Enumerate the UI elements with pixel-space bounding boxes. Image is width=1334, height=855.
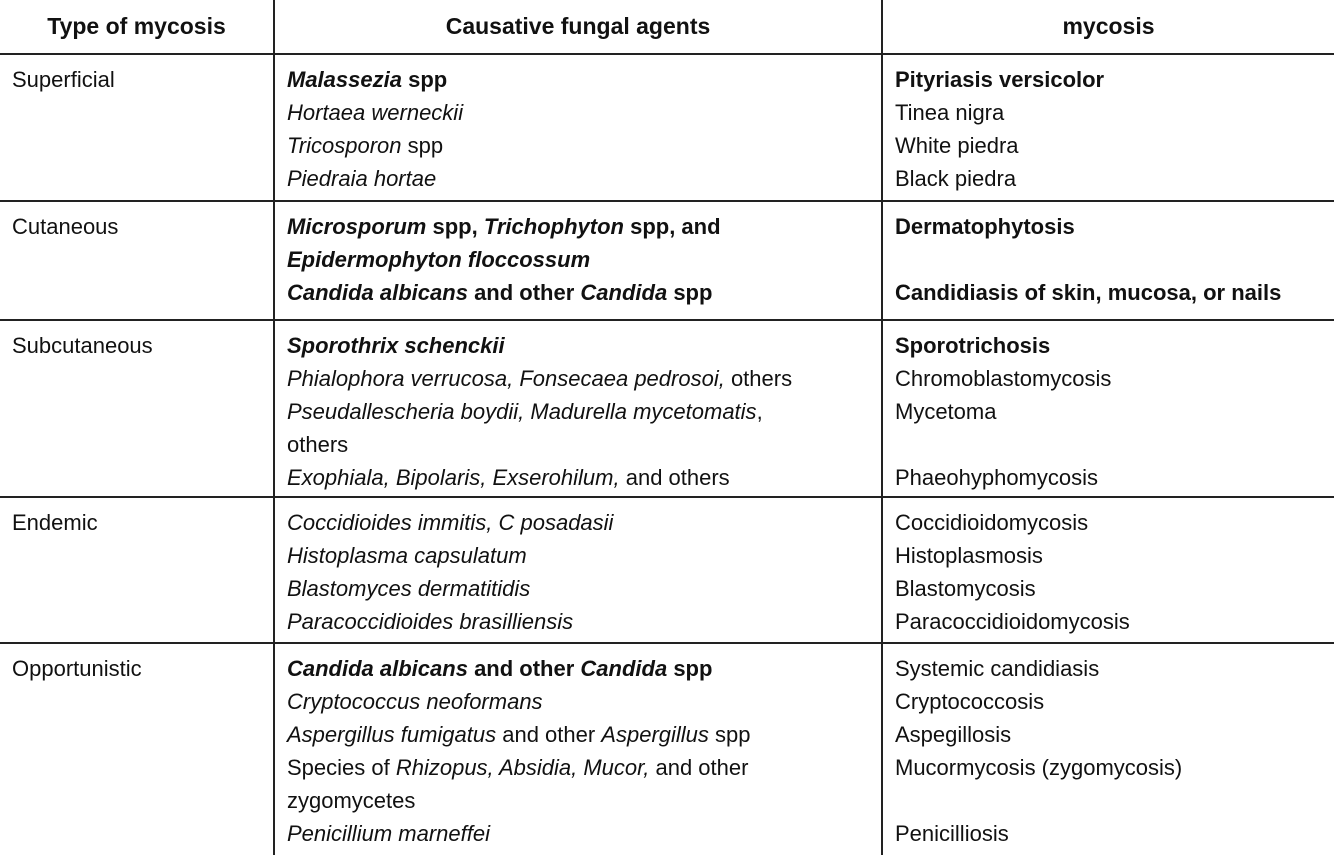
- text-run: and other: [649, 755, 749, 780]
- text-run: Pseudallescheria boydii, Madurella mycetomatis: [287, 399, 757, 424]
- agents-cell: [274, 320, 882, 497]
- cell-line: [895, 395, 1334, 428]
- text-run: Tricosporon: [287, 133, 402, 158]
- cell-line: [895, 96, 1334, 129]
- cell-line: [287, 784, 881, 817]
- text-run: spp: [401, 133, 444, 158]
- cell-line: [287, 162, 881, 195]
- cell-line: [895, 210, 1334, 243]
- text-run: Candida: [580, 280, 668, 305]
- cell-line: [895, 817, 1334, 850]
- text-run: spp: [667, 280, 713, 305]
- blank-line: [895, 784, 1334, 817]
- cell-line: [287, 395, 881, 428]
- cell-line: [895, 129, 1334, 162]
- table-row: [0, 201, 1334, 320]
- cell-line: [895, 329, 1334, 362]
- table-row: [0, 54, 1334, 201]
- text-run: spp,: [426, 214, 484, 239]
- text-run: Coccidioidomycosis: [895, 510, 1089, 535]
- text-run: Penicilliosis: [895, 821, 1009, 846]
- cell-line: [287, 539, 881, 572]
- text-run: Sporotrichosis: [895, 333, 1051, 358]
- cell-line: [287, 63, 881, 96]
- text-run: Tinea nigra: [895, 100, 1005, 125]
- text-run: Mycetoma: [895, 399, 997, 424]
- cell-line: [895, 572, 1334, 605]
- header-mycosis: mycosis: [882, 0, 1334, 54]
- text-run: Blastomycosis: [895, 576, 1036, 601]
- text-run: Aspergillus fumigatus: [287, 722, 497, 747]
- row-type-cell: Superficial: [0, 54, 274, 201]
- blank-line: [895, 428, 1334, 461]
- cell-line: [287, 428, 881, 461]
- text-run: White piedra: [895, 133, 1019, 158]
- text-run: Phaeohyphomycosis: [895, 465, 1099, 490]
- cell-line: [287, 362, 881, 395]
- text-run: spp: [401, 67, 448, 92]
- agents-cell: [274, 201, 882, 320]
- cell-line: [287, 605, 881, 638]
- mycosis-cell: [882, 643, 1334, 855]
- text-run: Coccidioides immitis, C posadasii: [287, 510, 614, 535]
- text-run: Candida albicans: [287, 656, 468, 681]
- text-run: Dermatophytosis: [895, 214, 1075, 239]
- mycosis-cell: [882, 497, 1334, 643]
- cell-line: [287, 129, 881, 162]
- row-type-cell: Endemic: [0, 497, 274, 643]
- cell-line: [895, 685, 1334, 718]
- agents-cell: [274, 497, 882, 643]
- text-run: Rhizopus, Absidia, Mucor,: [395, 755, 650, 780]
- text-run: Mucormycosis (zygomycosis): [895, 755, 1183, 780]
- text-run: and other: [496, 722, 602, 747]
- text-run: Paracoccidioidomycosis: [895, 609, 1130, 634]
- mycosis-cell: [882, 320, 1334, 497]
- cell-line: [895, 539, 1334, 572]
- header-row: [0, 0, 1334, 54]
- table-row: [0, 643, 1334, 855]
- text-run: Blastomyces dermatitidis: [287, 576, 531, 601]
- text-run: Aspegillosis: [895, 722, 1012, 747]
- agents-cell: [274, 54, 882, 201]
- text-run: Candidiasis of skin, mucosa, or nails: [895, 280, 1282, 305]
- text-run: Hortaea werneckii: [287, 100, 464, 125]
- row-type-cell: Cutaneous: [0, 201, 274, 320]
- row-type-cell: Subcutaneous: [0, 320, 274, 497]
- cell-line: [895, 506, 1334, 539]
- text-run: Trichophyton: [483, 214, 624, 239]
- table-row: [0, 497, 1334, 643]
- text-run: Systemic candidiasis: [895, 656, 1100, 681]
- text-run: and other: [467, 656, 581, 681]
- cell-line: [287, 652, 881, 685]
- mycosis-cell: [882, 54, 1334, 201]
- cell-line: [895, 362, 1334, 395]
- text-run: Chromoblastomycosis: [895, 366, 1112, 391]
- text-run: spp: [667, 656, 713, 681]
- text-run: Histoplasma capsulatum: [287, 543, 527, 568]
- cell-line: [895, 162, 1334, 195]
- cell-line: [287, 718, 881, 751]
- cell-line: [287, 685, 881, 718]
- text-run: spp: [708, 722, 751, 747]
- agents-cell: [274, 643, 882, 855]
- text-run: Phialophora verrucosa, Fonsecaea pedrosoi,: [287, 366, 725, 391]
- cell-line: [287, 817, 881, 850]
- text-run: and others: [619, 465, 730, 490]
- text-run: others: [287, 432, 349, 457]
- text-run: Malassezia: [287, 67, 402, 92]
- row-type-cell: Opportunistic: [0, 643, 274, 855]
- blank-line: [895, 243, 1334, 276]
- cell-line: [287, 506, 881, 539]
- cell-line: [895, 718, 1334, 751]
- text-run: others: [724, 366, 793, 391]
- text-run: ,: [756, 399, 763, 424]
- text-run: and other: [467, 280, 581, 305]
- text-run: Exophiala, Bipolaris, Exserohilum,: [287, 465, 620, 490]
- text-run: Cryptococcus neoformans: [287, 689, 543, 714]
- cell-line: [287, 572, 881, 605]
- cell-line: [895, 461, 1334, 494]
- cell-line: [895, 63, 1334, 96]
- text-run: zygomycetes: [287, 788, 416, 813]
- cell-line: [287, 276, 881, 309]
- header-type-of-mycosis: Type of mycosis: [0, 0, 274, 54]
- header-causative-fungal-agents: Causative fungal agents: [274, 0, 882, 54]
- cell-line: [287, 751, 881, 784]
- cell-line: [287, 243, 881, 276]
- cell-line: [287, 329, 881, 362]
- cell-line: [895, 652, 1334, 685]
- table-row: [0, 320, 1334, 497]
- text-run: Histoplasmosis: [895, 543, 1043, 568]
- text-run: Aspergillus: [601, 722, 709, 747]
- text-run: Penicillium marneffei: [287, 821, 490, 846]
- text-run: Piedraia hortae: [287, 166, 437, 191]
- text-run: Cryptococcosis: [895, 689, 1045, 714]
- cell-line: [895, 751, 1334, 784]
- text-run: Paracoccidioides brasilliensis: [287, 609, 574, 634]
- cell-line: [287, 210, 881, 243]
- text-run: Species of: [287, 755, 396, 780]
- cell-line: [895, 276, 1334, 309]
- text-run: Microsporum: [287, 214, 427, 239]
- cell-line: [287, 461, 881, 494]
- text-run: Pityriasis versicolor: [895, 67, 1105, 92]
- text-run: Sporothrix schenckii: [287, 333, 505, 358]
- text-run: spp, and: [623, 214, 721, 239]
- text-run: Candida: [580, 656, 668, 681]
- mycosis-cell: [882, 201, 1334, 320]
- text-run: Epidermophyton floccossum: [287, 247, 591, 272]
- cell-line: [287, 96, 881, 129]
- text-run: Candida albicans: [287, 280, 468, 305]
- text-run: Black piedra: [895, 166, 1017, 191]
- cell-line: [895, 605, 1334, 638]
